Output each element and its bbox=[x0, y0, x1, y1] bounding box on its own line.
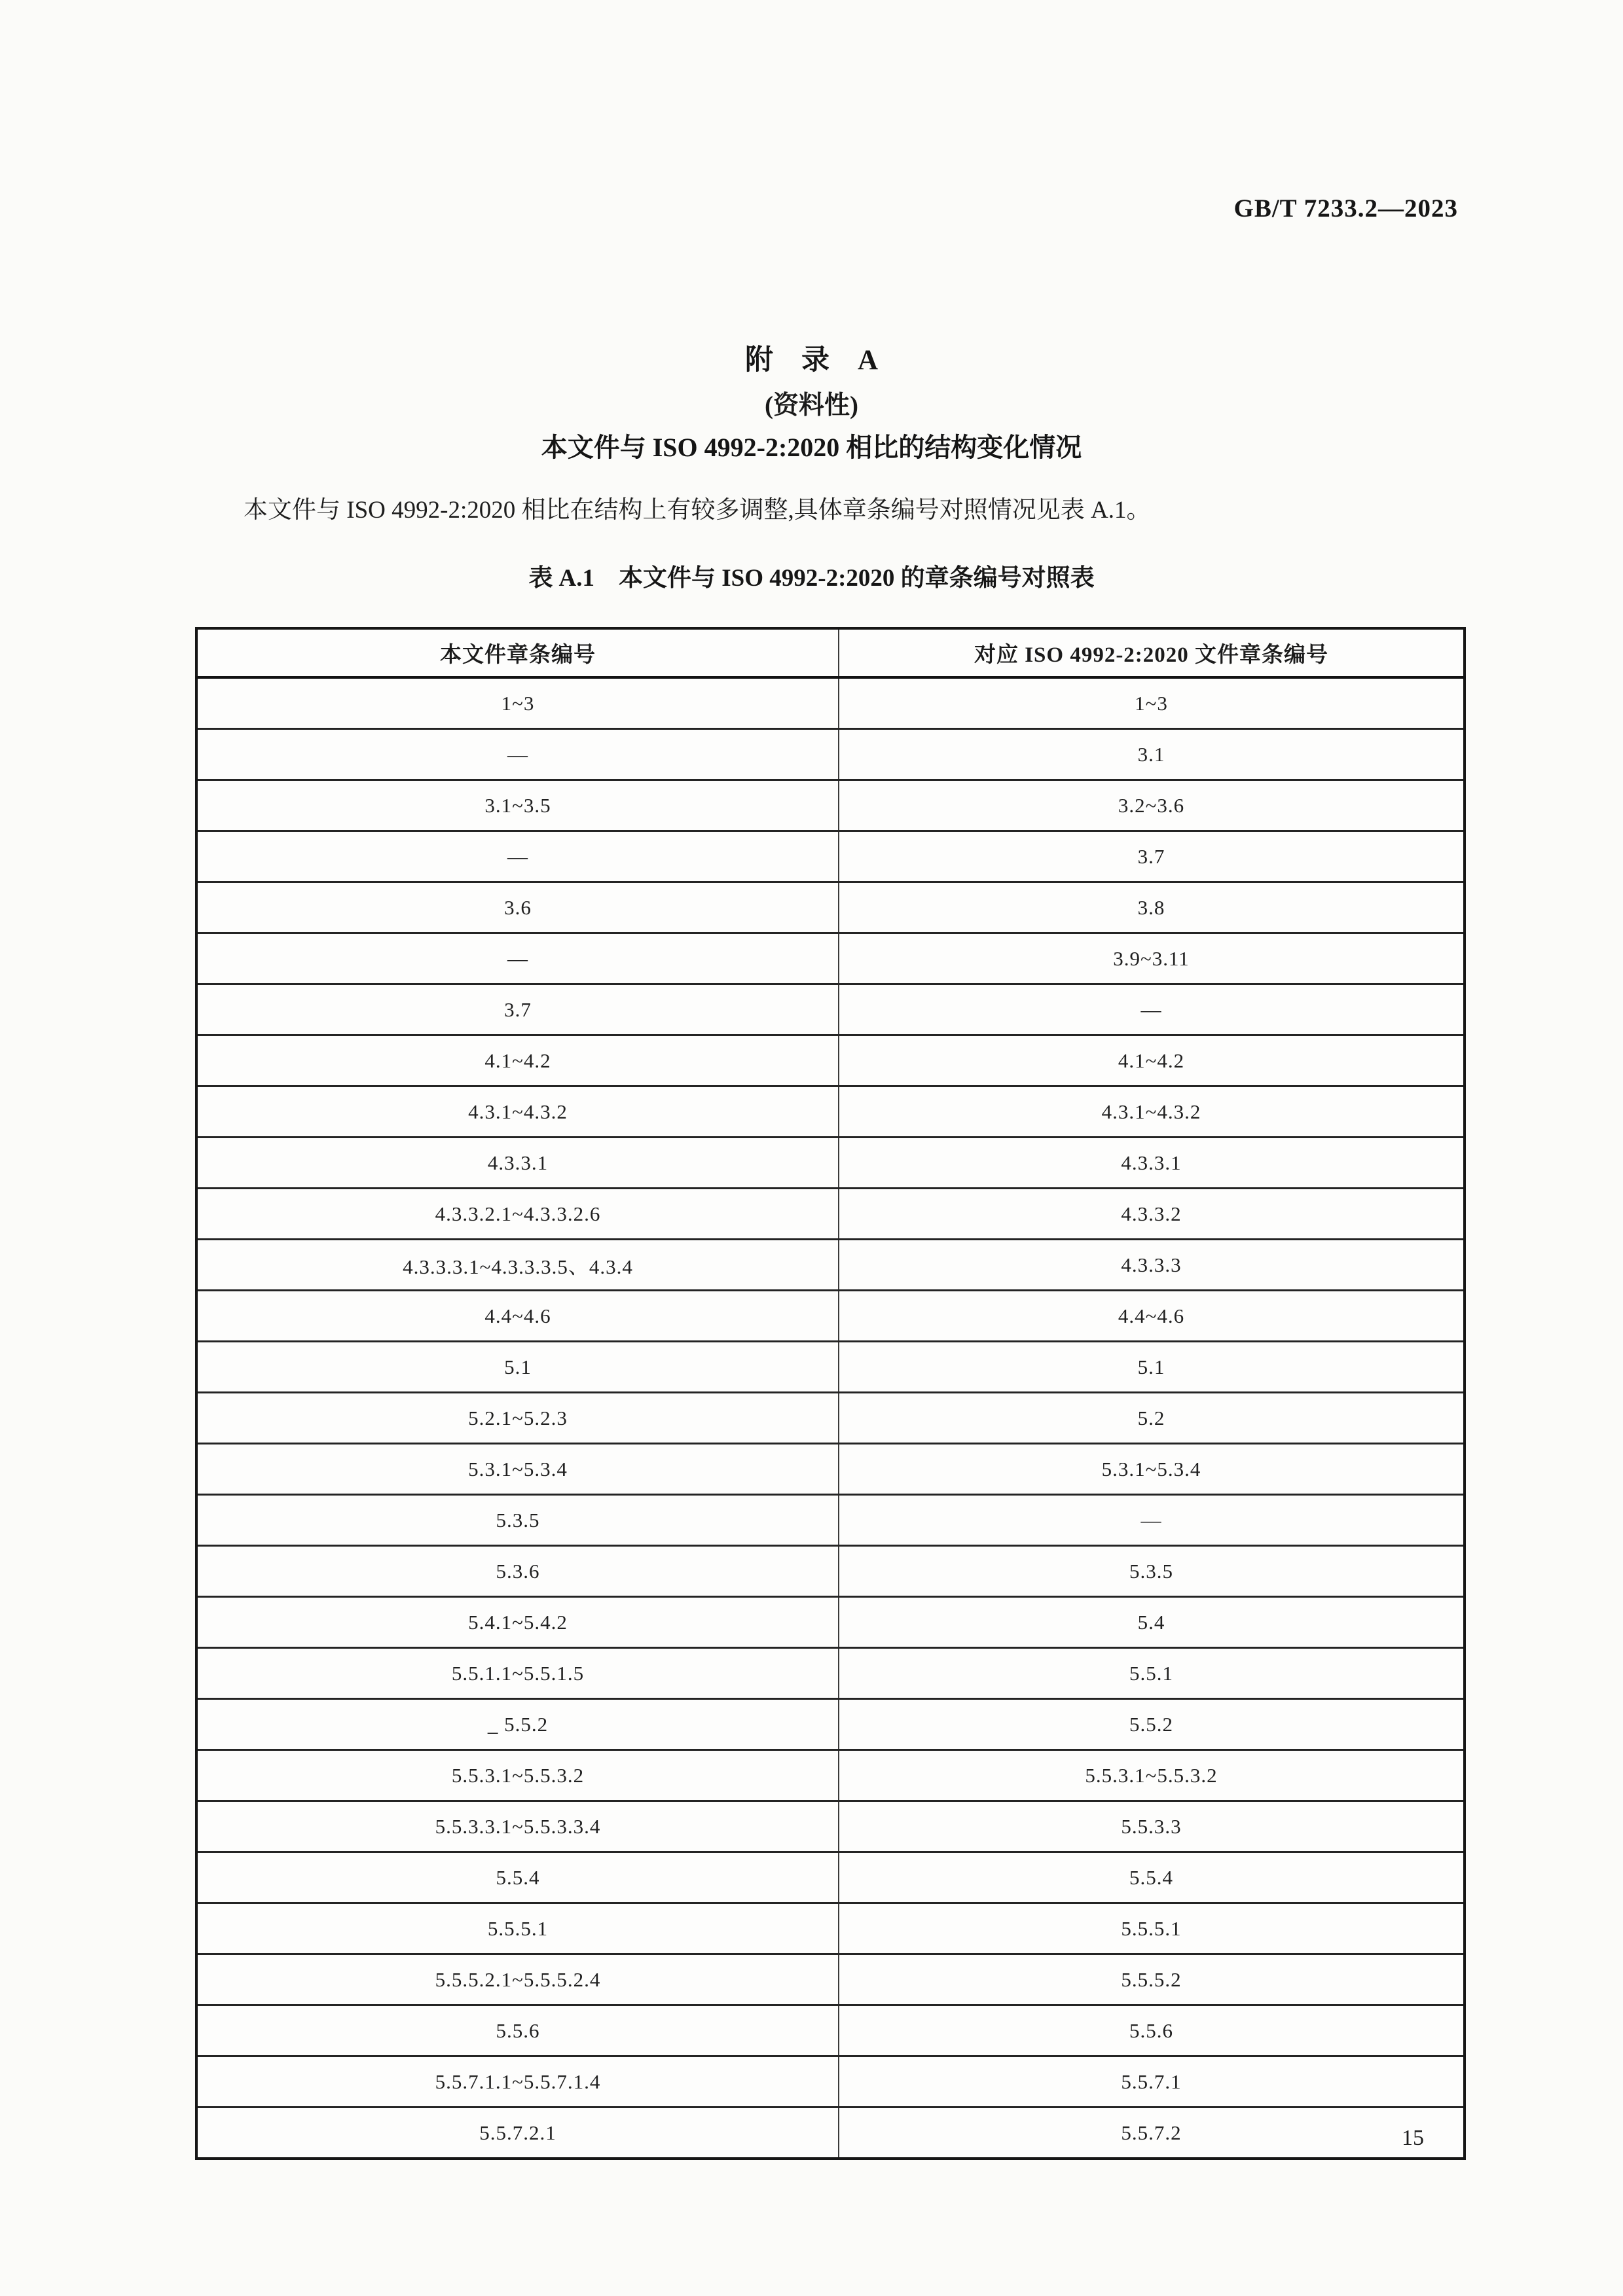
table-caption: 表 A.1 本文件与 ISO 4992-2:2020 的章条编号对照表 bbox=[528, 565, 1095, 592]
table-row bbox=[196, 933, 1465, 984]
clause-cell-iso-document: 5.5.5.1 bbox=[839, 1903, 1465, 1954]
clause-cell-this-document: 5.5.7.1.1~5.5.7.1.4 bbox=[196, 2056, 839, 2108]
clause-cell-this-document: 5.3.5 bbox=[196, 1495, 839, 1546]
clause-cell-this-document: 5.5.7.2.1 bbox=[196, 2108, 839, 2159]
clause-cell-iso-document: 3.9~3.11 bbox=[839, 933, 1465, 984]
table-row bbox=[196, 1342, 1465, 1393]
table-row bbox=[196, 1393, 1465, 1444]
table-row bbox=[196, 1903, 1465, 1954]
clause-cell-this-document: 5.3.1~5.3.4 bbox=[196, 1444, 839, 1495]
clause-cell-this-document: 1~3 bbox=[196, 677, 839, 729]
table-row bbox=[196, 831, 1465, 882]
clause-cell-this-document: 4.1~4.2 bbox=[196, 1035, 839, 1086]
clause-cell-this-document: 5.5.5.1 bbox=[196, 1903, 839, 1954]
clause-cell-this-document: 4.3.1~4.3.2 bbox=[196, 1086, 839, 1138]
clause-cell-iso-document: 5.2 bbox=[839, 1393, 1465, 1444]
clause-cell-iso-document: — bbox=[839, 1495, 1465, 1546]
clause-cell-iso-document: 4.3.3.1 bbox=[839, 1138, 1465, 1189]
table-row bbox=[196, 1954, 1465, 2005]
clause-cell-iso-document: 5.5.2 bbox=[839, 1699, 1465, 1750]
clause-cell-this-document: 5.5.5.2.1~5.5.5.2.4 bbox=[196, 1954, 839, 2005]
clause-cell-this-document: 5.5.3.3.1~5.5.3.3.4 bbox=[196, 1801, 839, 1852]
clause-cell-this-document: 5.5.4 bbox=[196, 1852, 839, 1903]
page-number: 15 bbox=[1402, 2126, 1424, 2150]
table-row bbox=[196, 1597, 1465, 1648]
clause-cell-this-document: 5.5.1.1~5.5.1.5 bbox=[196, 1648, 839, 1699]
column-header-iso-document: 对应 ISO 4992-2:2020 文件章条编号 bbox=[839, 628, 1465, 677]
table-row bbox=[196, 1444, 1465, 1495]
clause-cell-iso-document: 4.4~4.6 bbox=[839, 1291, 1465, 1342]
table-row bbox=[196, 1648, 1465, 1699]
table-row bbox=[196, 1495, 1465, 1546]
clause-cell-this-document: 5.1 bbox=[196, 1342, 839, 1393]
clause-cell-this-document: 5.2.1~5.2.3 bbox=[196, 1393, 839, 1444]
intro-paragraph: 本文件与 ISO 4992-2:2020 相比在结构上有较多调整,具体章条编号对照情况见表 A.1。 bbox=[244, 497, 1151, 524]
table-row bbox=[196, 1291, 1465, 1342]
table-row bbox=[196, 1699, 1465, 1750]
table-row bbox=[196, 984, 1465, 1035]
clause-cell-iso-document: 4.3.1~4.3.2 bbox=[839, 1086, 1465, 1138]
table-header-row bbox=[196, 628, 1465, 677]
table-row bbox=[196, 1546, 1465, 1597]
appendix-title: 附 录 A bbox=[744, 345, 879, 376]
clause-cell-iso-document: 5.5.4 bbox=[839, 1852, 1465, 1903]
clause-cell-iso-document: 5.5.3.3 bbox=[839, 1801, 1465, 1852]
clause-cell-iso-document: 3.8 bbox=[839, 882, 1465, 933]
table-row bbox=[196, 729, 1465, 780]
table-row bbox=[196, 1801, 1465, 1852]
clause-cell-this-document: 4.3.3.2.1~4.3.3.2.6 bbox=[196, 1189, 839, 1240]
table-row bbox=[196, 1035, 1465, 1086]
clause-cell-this-document: 4.3.3.1 bbox=[196, 1138, 839, 1189]
clause-cell-iso-document: 5.5.1 bbox=[839, 1648, 1465, 1699]
clause-cell-iso-document: 5.5.7.2 bbox=[839, 2108, 1465, 2159]
clause-cell-this-document: 5.4.1~5.4.2 bbox=[196, 1597, 839, 1648]
clause-cell-iso-document: 4.3.3.2 bbox=[839, 1189, 1465, 1240]
clause-cell-iso-document: 5.1 bbox=[839, 1342, 1465, 1393]
standard-number: GB/T 7233.2—2023 bbox=[1233, 194, 1458, 223]
clause-cell-iso-document: 5.3.5 bbox=[839, 1546, 1465, 1597]
clause-cell-this-document: 4.3.3.3.1~4.3.3.3.5、4.3.4 bbox=[196, 1240, 839, 1291]
table-row bbox=[196, 2005, 1465, 2056]
table-row bbox=[196, 1189, 1465, 1240]
table-row bbox=[196, 1138, 1465, 1189]
table-row bbox=[196, 1086, 1465, 1138]
clause-cell-iso-document: 5.3.1~5.3.4 bbox=[839, 1444, 1465, 1495]
clause-cell-this-document: 3.6 bbox=[196, 882, 839, 933]
clause-cell-iso-document: 5.4 bbox=[839, 1597, 1465, 1648]
clause-cell-this-document: _ 5.5.2 bbox=[196, 1699, 839, 1750]
clause-cell-iso-document: 5.5.6 bbox=[839, 2005, 1465, 2056]
clause-cell-this-document: — bbox=[196, 729, 839, 780]
table-body bbox=[196, 677, 1465, 2159]
table-row bbox=[196, 2108, 1465, 2159]
clause-cell-iso-document: 3.1 bbox=[839, 729, 1465, 780]
appendix-subtitle: (资料性) bbox=[765, 391, 858, 420]
clause-cell-this-document: 5.5.3.1~5.5.3.2 bbox=[196, 1750, 839, 1801]
clause-cell-this-document: 5.3.6 bbox=[196, 1546, 839, 1597]
clause-cell-this-document: — bbox=[196, 933, 839, 984]
clause-cell-this-document: 5.5.6 bbox=[196, 2005, 839, 2056]
table-row bbox=[196, 1852, 1465, 1903]
clause-cell-iso-document: 1~3 bbox=[839, 677, 1465, 729]
table-row bbox=[196, 780, 1465, 831]
table-row bbox=[196, 882, 1465, 933]
clause-cell-this-document: 3.7 bbox=[196, 984, 839, 1035]
clause-cell-this-document: 3.1~3.5 bbox=[196, 780, 839, 831]
table-row bbox=[196, 1750, 1465, 1801]
table-row bbox=[196, 1240, 1465, 1291]
table-row bbox=[196, 2056, 1465, 2108]
table-row bbox=[196, 677, 1465, 729]
clause-comparison-table bbox=[195, 627, 1466, 2160]
clause-cell-iso-document: 5.5.5.2 bbox=[839, 1954, 1465, 2005]
clause-cell-this-document: — bbox=[196, 831, 839, 882]
clause-cell-iso-document: — bbox=[839, 984, 1465, 1035]
clause-cell-iso-document: 5.5.3.1~5.5.3.2 bbox=[839, 1750, 1465, 1801]
clause-cell-iso-document: 3.2~3.6 bbox=[839, 780, 1465, 831]
clause-cell-iso-document: 5.5.7.1 bbox=[839, 2056, 1465, 2108]
column-header-this-document: 本文件章条编号 bbox=[196, 628, 839, 677]
clause-cell-this-document: 4.4~4.6 bbox=[196, 1291, 839, 1342]
clause-cell-iso-document: 4.3.3.3 bbox=[839, 1240, 1465, 1291]
clause-cell-iso-document: 4.1~4.2 bbox=[839, 1035, 1465, 1086]
clause-cell-iso-document: 3.7 bbox=[839, 831, 1465, 882]
appendix-heading: 本文件与 ISO 4992-2:2020 相比的结构变化情况 bbox=[541, 433, 1082, 462]
